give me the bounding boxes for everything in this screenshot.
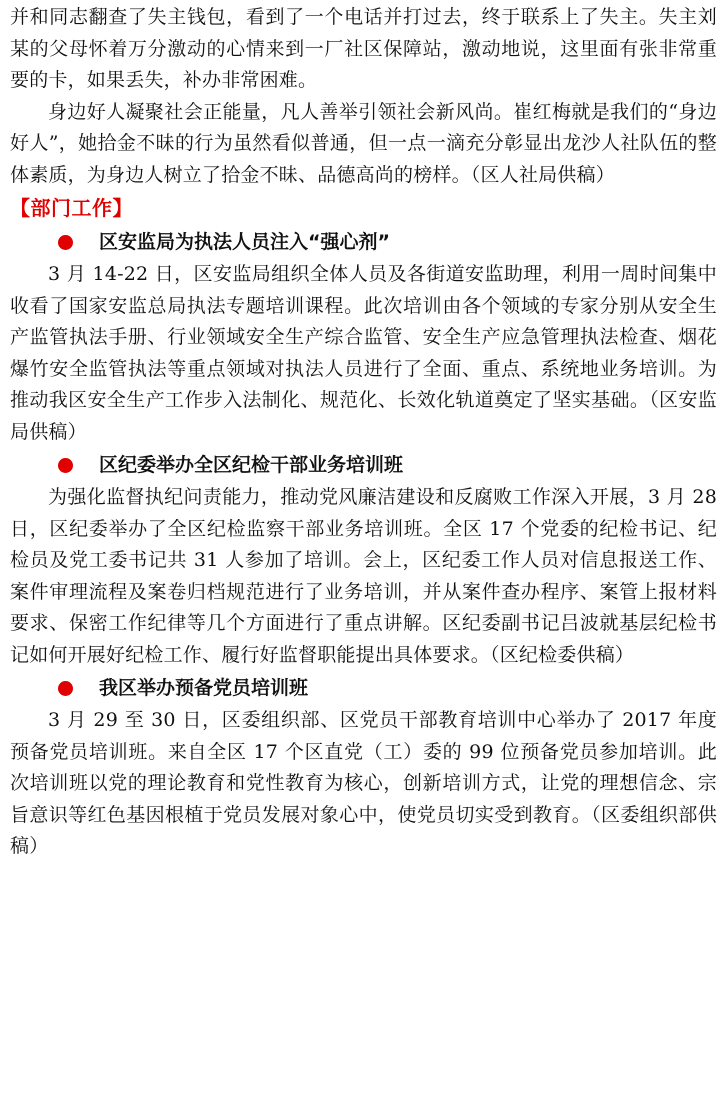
intro-paragraph-2: 身边好人凝聚社会正能量，凡人善举引领社会新风尚。崔红梅就是我们的“身边好人”，她拾金不昧的行为虽然看似普通，但一点一滴充分彰显出龙沙人社队伍的整体素质，为身边人树立了拾金不昧、品德高尚的榜样。（区人社局供稿）: [10, 100, 717, 186]
red-dot-bullet-icon: [58, 681, 73, 696]
red-dot-bullet-icon: [58, 458, 73, 473]
article-party-training: [10, 671, 717, 863]
article-body: 3 月 14-22 日，区安监局组织全体人员及各街道安监助理，利用一周时间集中收看了国家安监总局执法专题培训课程。此次培训由各个领域的专家分别从安全生产监管执法手册、行业领域安全生产综合监管、安全生产应急管理执法检查、烟花爆竹安全监管执法等重点领域对执法人员进行了全面、重点、系统地业务培训。为推动我区安全生产工作步入法制化、规范化、长效化轨道奠定了坚实基础。（区安监局供稿）: [10, 263, 717, 443]
article-discipline: [10, 448, 717, 671]
article-safety: [10, 225, 717, 448]
article-body: 3 月 29 至 30 日，区委组织部、区党员干部教育培训中心举办了 2017 年度预备党员培训班。来自全区 17 个区直党（工）委的 99 位预备党员参加培训。此次培训班以党的理论教育和党性教育为核心，创新培训方式，让党的理想信念、宗旨意识等红色基因根植于党员发展对象心中，使党员切实受到教育。（区委组织部供稿）: [10, 709, 717, 857]
section-title: 【部门工作】: [10, 196, 133, 220]
article-headline-text: 区安监局为执法人员注入“强心剂”: [99, 231, 390, 253]
red-dot-bullet-icon: [58, 235, 73, 250]
article-headline-text: 区纪委举办全区纪检干部业务培训班: [99, 454, 404, 476]
article-headline: [10, 671, 717, 705]
article-headline: [10, 448, 717, 482]
article-headline: [10, 225, 717, 259]
article-headline-text: 我区举办预备党员培训班: [99, 677, 309, 699]
intro-paragraph-1: 并和同志翻查了失主钱包，看到了一个电话并打过去，终于联系上了失主。失主刘某的父母怀着万分激动的心情来到一厂社区保障站，激动地说，这里面有张非常重要的卡，如果丢失，补办非常困难。: [10, 6, 717, 91]
article-body: 为强化监督执纪问责能力，推动党风廉洁建设和反腐败工作深入开展，3 月 28 日，区纪委举办了全区纪检监察干部业务培训班。全区 17 个党委的纪检书记、纪检员及党工委书记共 31 人参加了培训。会上，区纪委工作人员对信息报送工作、案件审理流程及案卷归档规范进行了业务培训，并从案件查办程序、案管上报材料要求、保密工作纪律等几个方面进行了重点讲解。区纪委副书记吕波就基层纪检书记如何开展好纪检工作、履行好监督职能提出具体要求。（区纪检委供稿）: [10, 486, 717, 666]
